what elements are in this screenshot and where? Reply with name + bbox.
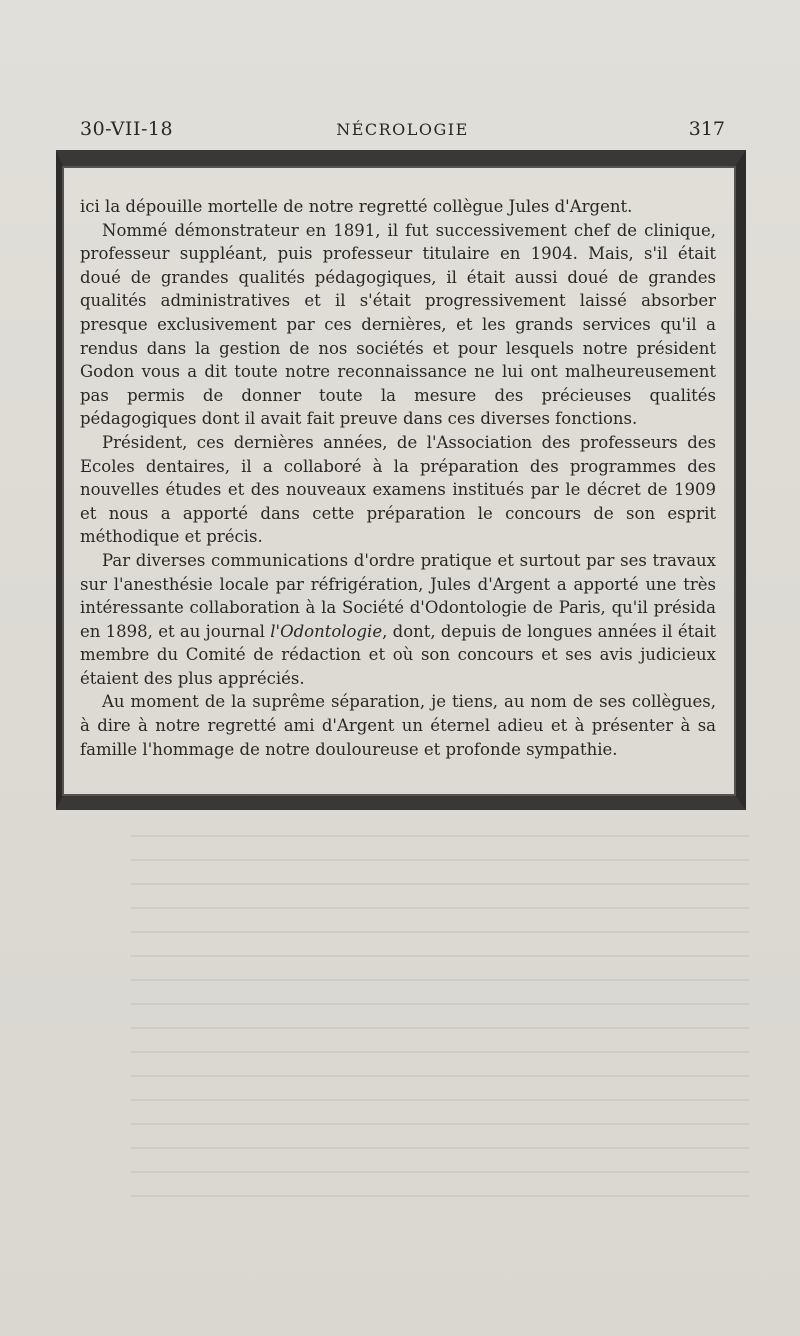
journal-title: l'Odontologie: [270, 621, 383, 641]
running-head: [80, 118, 725, 148]
issue-date: 30-VII-18: [80, 118, 174, 140]
paragraph-1: ici la dépouille mortelle de notre regretté collègue Jules d'Argent.: [80, 197, 633, 216]
obituary-text: [80, 195, 716, 761]
paragraph-4: [80, 549, 716, 691]
paragraph-4-text-before: Par diverses communications d'ordre pratique et surtout par ses travaux sur l'anesthésie locale par réfrigération, Jules d'Argent a apporté une très intéressante collaboration à la Société d'Odontologie de Paris, qu'il présida en 1898, et au journal: [80, 550, 716, 641]
page-number: 317: [688, 118, 725, 140]
show-through-texture: [130, 835, 750, 1215]
paragraph-2: Nommé démonstrateur en 1891, il fut successivement chef de clinique, professeur suppléant, puis professeur titulaire en 1904. Mais, s'il était doué de grandes qualités pédagogiques, il était aussi doué de grandes qualités administratives et il s'était progressivement laissé absorber presque exclusivement par ces dernières, et les grands services qu'il a rendus dans la gestion de nos sociétés et pour lesquels notre président Godon vous a dit toute notre reconnaissance ne lui ont malheureusement pas permis de donner toute la mesure des précieuses qualités pédagogiques dont il avait fait preuve dans ces diverses fonctions.: [80, 220, 716, 429]
paragraph-3: Président, ces dernières années, de l'Association des professeurs des Ecoles dentaires, il a collaboré à la préparation des programmes des nouvelles études et des nouveaux examens institués par le décret de 1909 et nous a apporté dans cette préparation le concours de son esprit méthodique et précis.: [80, 432, 716, 547]
paragraph-4-text-after: , dont, depuis de longues années il était membre du Comité de rédaction et où son concours et ses avis judicieux étaient des plus appréciés.: [80, 621, 716, 688]
paragraph-5: Au moment de la suprême séparation, je tiens, au nom de ses collègues, à dire à notre regretté ami d'Argent un éternel adieu et à présenter à sa famille l'hommage de notre douloureuse et profonde sympathie.: [80, 692, 716, 759]
section-title: NÉCROLOGIE: [336, 120, 469, 139]
